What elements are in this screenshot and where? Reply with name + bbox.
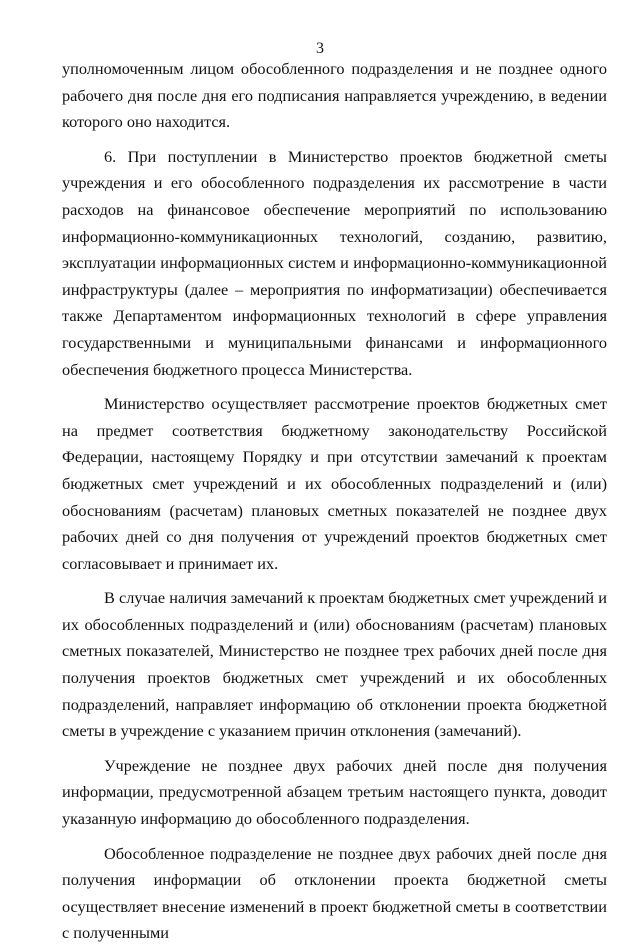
document-body [62,56,607,947]
paragraph-institution-notice: Учреждение не позднее двух рабочих дней после дня получения информации, предусмотренной абзацем третьим настоящего пункта, доводит указанную информацию до обособленного подразделения. [62,755,607,829]
page-number: 3 [316,40,324,57]
paragraph-item-6: 6. При поступлении в Министерство проектов бюджетной сметы учреждения и его обособленного подразделения их рассмотрение в части расходов на финансовое обеспечение мероприятий по использованию информационно-коммуникационных технологий, созданию, развитию, эксплуатации информационных систем и информационно-коммуникационной инфраструктуры (далее – мероприятия по информатизации) обеспечивается также Департаментом информационных технологий в сфере управления государственными и муниципальными финансами и информационного обеспечения бюджетного процесса Министерства. [62,146,607,379]
paragraph-continuation: уполномоченным лицом обособленного подразделения и не позднее одного рабочего дня после дня его подписания направляется учреждению, в ведении которого оно находится. [62,59,607,132]
paragraph-ministry-review: Министерство осуществляет рассмотрение проектов бюджетных смет на предмет соответствия бюджетному законодательству Российской Федерации, настоящему Порядку и при отсутствии замечаний к проектам бюджетных смет учреждений и их обособленных подразделений и (или) обоснованиям (расчетам) плановых сметных показателей не позднее двух рабочих дней со дня получения от учреждений проектов бюджетных смет согласовывает и принимает их. [62,394,607,573]
paragraph-subdivision-changes: Обособленное подразделение не позднее двух рабочих дней после дня получения информации об отклонении проекта бюджетной сметы осуществляет внесение изменений в проект бюджетной сметы в соответствии с полученными [62,843,607,943]
paragraph-remarks-case: В случае наличия замечаний к проектам бюджетных смет учреждений и их обособленных подразделений и (или) обоснованиям (расчетам) плановых сметных показателей, Министерство не позднее трех рабочих дней после дня получения проектов бюджетных смет учреждений и их обособленных подразделений, направляет информацию об отклонении проекта бюджетной сметы в учреждение с указанием причин отклонения (замечаний). [62,588,607,741]
